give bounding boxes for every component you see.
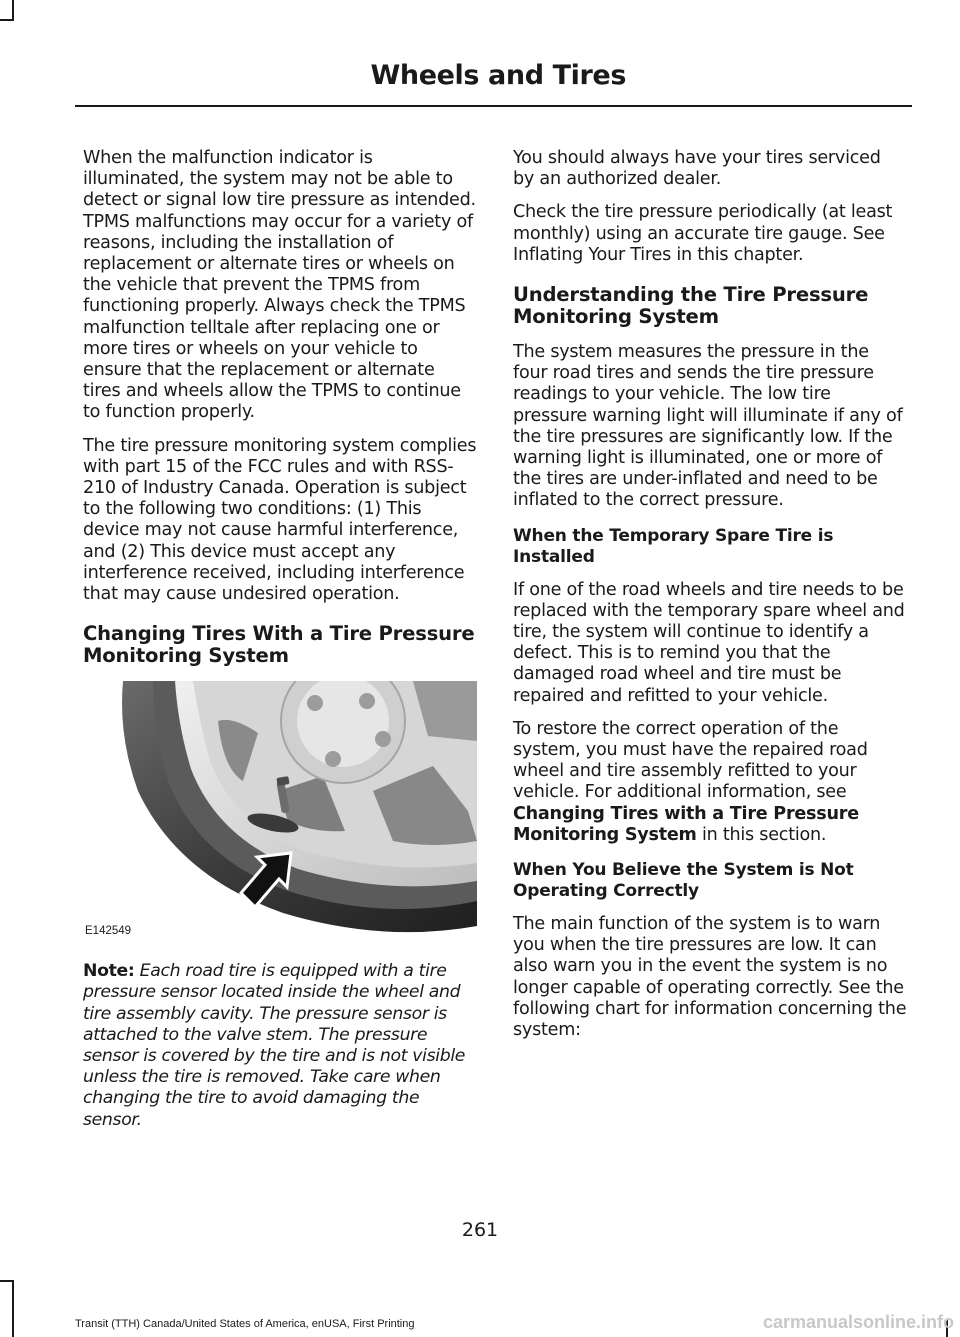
paragraph-fcc-compliance: The tire pressure monitoring system complies with part 15 of the FCC rules and with RSS-210 of Industry Canada. Operation is subject to the following two conditions: (1) This device may not cause harmful interference, and (2) This device must accept any interference received, including interference that may cause undesired operation. [83, 435, 477, 605]
crop-mark-top-left [12, 0, 14, 20]
note-label: Note: [83, 961, 135, 982]
crop-mark-bottom-left-h [0, 1280, 14, 1282]
figure-code: E142549 [85, 925, 132, 938]
watermark: carmanualsonline.info [762, 1312, 954, 1332]
paragraph-check-pressure: Check the tire pressure periodically (at least monthly) using an accurate tire gauge. See Inflating Your Tires in this chapter. [513, 202, 893, 265]
crop-mark-top-left-h [0, 19, 14, 21]
page-number: 261 [461, 1219, 499, 1241]
page-header-title: Wheels and Tires [370, 60, 626, 91]
restore-tail: in this section. [701, 824, 827, 845]
paragraph-restore-operation [513, 719, 907, 846]
paragraph-system-measures: The system measures the pressure in the four road tires and sends the tire pressure readings to your vehicle. The low tire pressure warning light will illuminate if any of the tire pressures are significantly low. If the warning light is illuminated, one or more of the tires are under-inflated and need to be inflated to the correct pressure. [513, 342, 903, 511]
figure-tire-valve-sensor [83, 681, 477, 941]
tire-wheel-illustration [83, 681, 477, 941]
paragraph-spare-tire: If one of the road wheels and tire needs to be replaced with the temporary spare wheel and tire, the system will continue to identify a defect. This is to remind you that the damaged road wheel and tire must be repaired and refitted to your vehicle. [513, 579, 905, 706]
paragraph-main-function: The main function of the system is to warn you when the tire pressures are low. It can also warn you in the event the system is no longer capable of operating correctly. See the following chart for information concerning the system: [513, 914, 907, 1041]
subheading-temporary-spare: When the Temporary Spare Tire is Installed [513, 525, 834, 567]
crop-mark-bottom-left [12, 1280, 14, 1337]
left-column [83, 148, 477, 1131]
note-text: Each road tire is equipped with a tire pressure sensor located inside the wheel and tire assembly cavity. The pressure sensor is attached to the valve stem. The pressure sensor is covered by the tire and is not visible unless the tire is removed. Take care when changing the tire to avoid damaging the sensor. [83, 961, 466, 1130]
restore-text: To restore the correct operation of the system, you must have the repaired road wheel and tire assembly refitted to your vehicle. For additional information, see [513, 718, 868, 803]
paragraph-service-dealer: You should always have your tires serviced by an authorized dealer. [513, 148, 881, 190]
paragraph-tpms-malfunction: When the malfunction indicator is illuminated, the system may not be able to detect or signal low tire pressure as intended. TPMS malfunctions may occur for a variety of reasons, including the installation of replacement or alternate tires or wheels on the vehicle that prevent the TPMS from functioning properly. Always check the TPMS malfunction telltale after replacing one or more tires or wheels on your vehicle to ensure that the replacement or alternate tires and wheels allow the TPMS to continue to function properly. [83, 148, 476, 423]
section-heading-changing-tires: Changing Tires With a Tire Pressure Monitoring System [83, 622, 475, 668]
header-rule [75, 105, 912, 107]
subheading-not-operating: When You Believe the System is Not Operating Correctly [513, 860, 854, 902]
right-column [513, 148, 907, 1053]
note-paragraph [83, 961, 477, 1131]
section-heading-understanding-tpms: Understanding the Tire Pressure Monitoring System [513, 283, 869, 329]
cross-reference-link: Changing Tires with a Tire Pressure Monitoring System [513, 803, 859, 845]
footer-edition-text: Transit (TTH) Canada/United States of America, enUSA, First Printing [75, 1318, 415, 1330]
